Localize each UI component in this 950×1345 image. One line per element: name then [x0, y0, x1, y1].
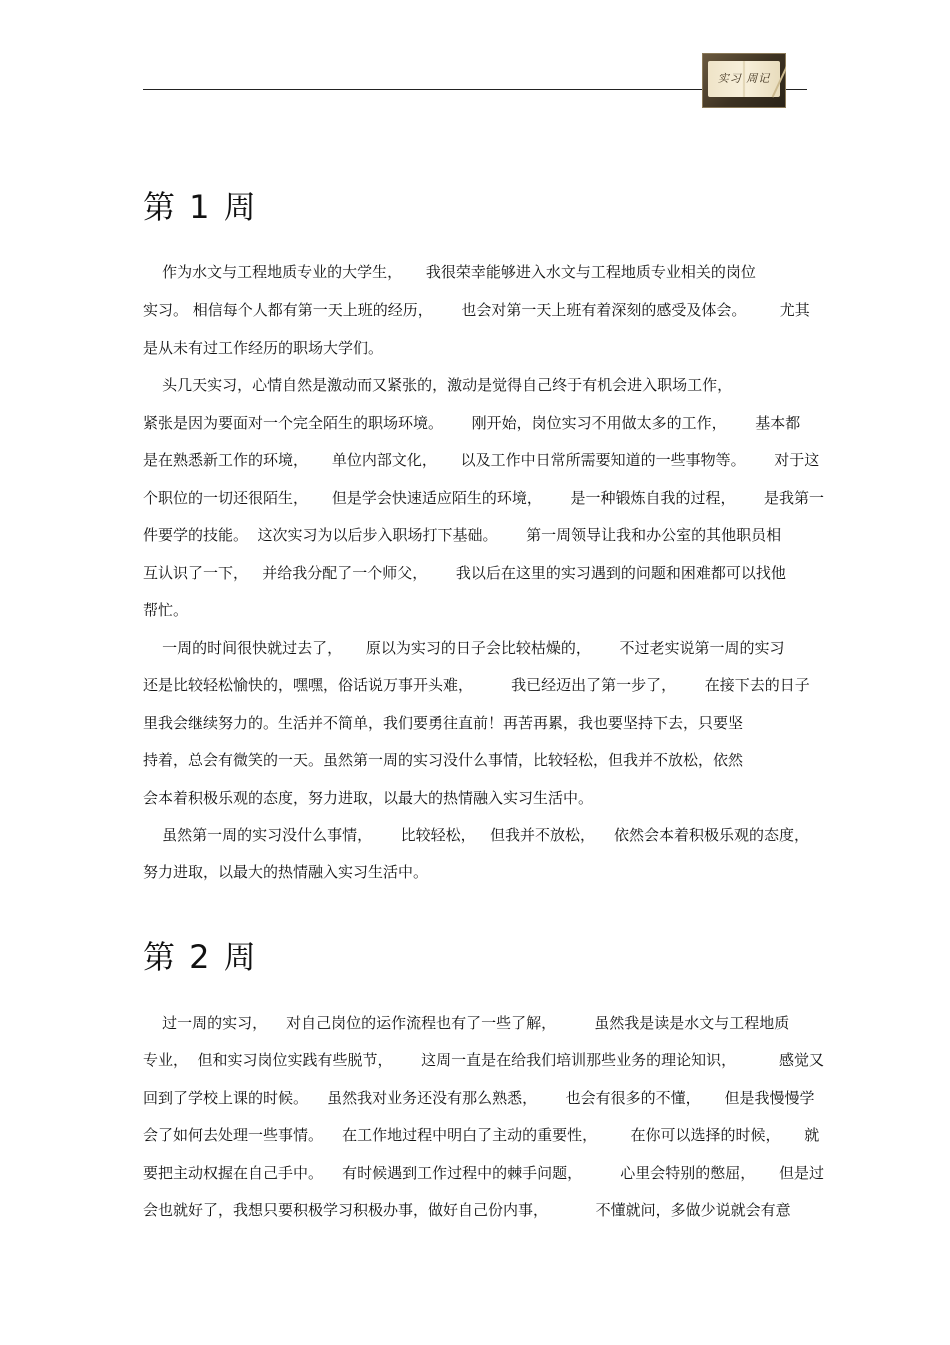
- paragraph-line: 会本着积极乐观的态度，努力进取，以最大的热情融入实习生活中。: [143, 789, 594, 807]
- paragraph-line: 会了如何去处理一些事情。 在工作地过程中明白了主动的重要性， 在你可以选择的时候， 就: [143, 1126, 820, 1144]
- paragraph-line: 还是比较轻松愉快的，嘿嘿，俗话说万事开头难， 我已经迈出了第一步了， 在接下去的日子: [143, 676, 810, 694]
- paragraph-line: 专业， 但和实习岗位实践有些脱节， 这周一直是在给我们培训那些业务的理论知识， 感觉又: [143, 1051, 825, 1069]
- paragraph-line: 回到了学校上课的时候。 虽然我对业务还没有那么熟悉， 也会有很多的不懂， 但是我慢慢学: [143, 1089, 815, 1107]
- paragraph-line: 努力进取，以最大的热情融入实习生活中。: [143, 863, 429, 881]
- internship-journal-logo: [702, 53, 786, 108]
- paragraph-line: 个职位的一切还很陌生， 但是学会快速适应陌生的环境， 是一种锻炼自我的过程， 是我第一: [143, 489, 825, 507]
- paragraph-line: 持着，总会有微笑的一天。虽然第一周的实习没什么事情，比较轻松，但我并不放松，依然: [143, 751, 744, 769]
- paragraph-line: 帮忙。: [143, 601, 189, 619]
- paragraph-line: 里我会继续努力的。生活并不简单，我们要勇往直前！再苦再累，我也要坚持下去，只要坚: [143, 714, 744, 732]
- paragraph-line: 互认识了一下， 并给我分配了一个师父， 我以后在这里的实习遇到的问题和困难都可以找他: [143, 564, 786, 582]
- paragraph-line: 作为水文与工程地质专业的大学生， 我很荣幸能够进入水文与工程地质专业相关的岗位: [143, 263, 756, 281]
- logo-text: 实习 周记: [717, 72, 771, 85]
- paragraph-line: 要把主动权握在自己手中。 有时候遇到工作过程中的棘手问题， 心里会特别的憋屈， 但是过: [143, 1164, 825, 1182]
- paragraph-line: 过一周的实习， 对自己岗位的运作流程也有了一些了解， 虽然我是读是水文与工程地质: [143, 1014, 790, 1032]
- paragraph-line: 是在熟悉新工作的环境， 单位内部文化， 以及工作中日常所需要知道的一些事物等。 对于这: [143, 451, 820, 469]
- paragraph-line: 一周的时间很快就过去了， 原以为实习的日子会比较枯燥的， 不过老实说第一周的实习: [143, 639, 785, 657]
- paragraph-line: 头几天实习，心情自然是激动而又紧张的，激动是觉得自己终于有机会进入职场工作，: [143, 376, 733, 394]
- paragraph-line: 件要学的技能。 这次实习为以后步入职场打下基础。 第一周领导让我和办公室的其他职员相: [143, 526, 782, 544]
- week-1-heading: 第 1 周: [143, 188, 258, 226]
- week-2-heading: 第 2 周: [143, 938, 258, 976]
- paragraph-line: 是从未有过工作经历的职场大学们。: [143, 339, 384, 357]
- paragraph-line: 会也就好了，我想只要积极学习积极办事，做好自己份内事， 不懂就问，多做少说就会有意: [143, 1201, 791, 1219]
- paragraph-line: 虽然第一周的实习没什么事情， 比较轻松， 但我并不放松， 依然会本着积极乐观的态度，: [143, 826, 810, 844]
- paragraph-line: 实习。 相信每个人都有第一天上班的经历， 也会对第一天上班有着深刻的感受及体会。 尤其: [143, 301, 810, 319]
- paragraph-line: 紧张是因为要面对一个完全陌生的职场环境。 刚开始，岗位实习不用做太多的工作， 基本都: [143, 414, 801, 432]
